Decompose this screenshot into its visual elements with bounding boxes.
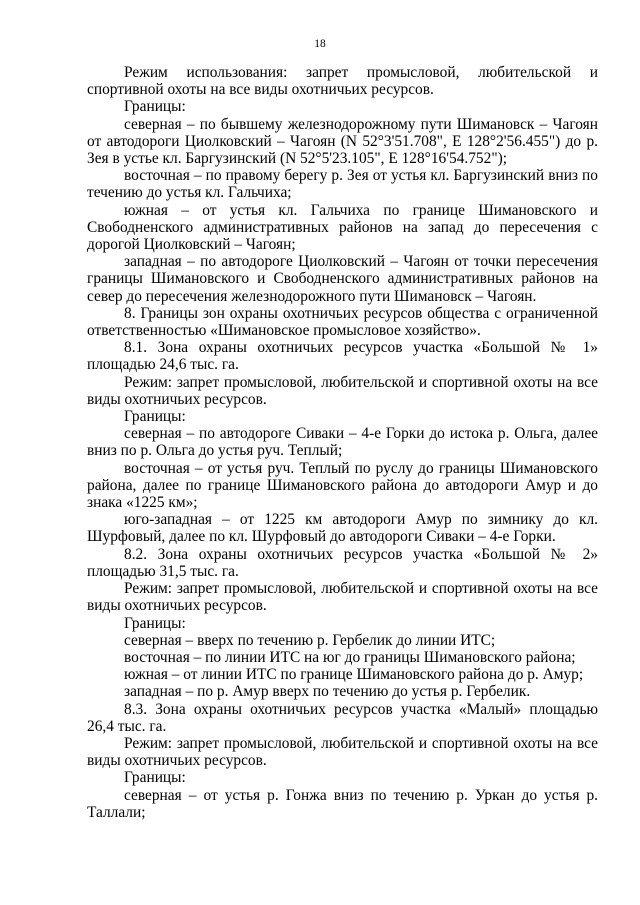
paragraph-south-boundary: южная – от устья кл. Гальчиха по границе Шимановского и Свободненского административных районов на запад до пересечения с дорогой Циолковский – Чагоян; bbox=[87, 201, 598, 254]
paragraph-boundaries-heading-8-1: Границы: bbox=[124, 408, 186, 426]
paragraph-boundaries-heading: Границы: bbox=[124, 98, 186, 116]
paragraph-north-boundary-8-2: северная – вверх по течению р. Гербелик до линии ИТС; bbox=[124, 631, 496, 649]
paragraph-usage-regime: Режим использования: запрет промысловой, любительской и спортивной охоты на все виды охотничьих ресурсов. bbox=[87, 64, 598, 99]
paragraph-east-boundary: восточная – по правому берегу р. Зея от устья кл. Баргузинский вниз по течению до устья кл. Гальчиха; bbox=[87, 167, 598, 202]
document-body bbox=[87, 64, 598, 821]
paragraph-west-boundary: западная – по автодороге Циолковский – Чагоян от точки пересечения границы Шимановского и Свободненского административных районов на север до пересечения железнодорожного пути Шимановск – Чагоян. bbox=[87, 253, 598, 305]
paragraph-regime-8-2: Режим: запрет промысловой, любительской и спортивной охоты на все виды охотничьих ресурсов. bbox=[87, 580, 598, 615]
paragraph-east-boundary-8-2: восточная – по линии ИТС на юг до границы Шимановского района; bbox=[124, 648, 576, 666]
paragraph-section-8-3: 8.3. Зона охраны охотничьих ресурсов участка «Малый» площадью 26,4 тыс. га. bbox=[87, 700, 598, 735]
paragraph-boundaries-heading-8-3: Границы: bbox=[124, 769, 186, 787]
paragraph-section-8-1: 8.1. Зона охраны охотничьих ресурсов участка «Большой № 1» площадью 24,6 тыс. га. bbox=[87, 339, 598, 374]
paragraph-north-boundary: северная – по бывшему железнодорожному пути Шимановск – Чагоян от автодороги Циолковский – Чагоян (N 52°3'51.708", E 128°2'56.455") до р. Зея в устье кл. Баргузинский (N 52°5'23.105", E 128°16'54.752"); bbox=[87, 115, 598, 168]
paragraph-southwest-boundary-8-1: юго-западная – от 1225 км автодороги Амур по зимнику до кл. Шурфовый, далее по кл. Шурфовый до автодороги Сиваки – 4-е Горки. bbox=[87, 511, 598, 546]
paragraph-west-boundary-8-2: западная – по р. Амур вверх по течению до устья р. Гербелик. bbox=[124, 683, 531, 701]
paragraph-boundaries-heading-8-2: Границы: bbox=[124, 614, 186, 632]
paragraph-east-boundary-8-1: восточная – от устья руч. Теплый по руслу до границы Шимановского района, далее по границе Шимановского района до автодороги Амур и до знака «1225 км»; bbox=[87, 459, 598, 512]
paragraph-section-8-2: 8.2. Зона охраны охотничьих ресурсов участка «Большой № 2» площадью 31,5 тыс. га. bbox=[87, 545, 598, 580]
paragraph-south-boundary-8-2: южная – от линии ИТС по границе Шимановского района до р. Амур; bbox=[124, 666, 584, 684]
paragraph-north-boundary-8-3: северная – от устья р. Гонжа вниз по течению р. Уркан до устья р. Таллали; bbox=[87, 786, 598, 821]
paragraph-regime-8-1: Режим: запрет промысловой, любительской и спортивной охоты на все виды охотничьих ресурсов. bbox=[87, 373, 598, 408]
paragraph-north-boundary-8-1: северная – по автодороге Сиваки – 4-е Горки до истока р. Ольга, далее вниз по р. Ольга до устья руч. Теплый; bbox=[87, 425, 598, 460]
paragraph-section-8: 8. Границы зон охраны охотничьих ресурсов общества с ограниченной ответственностью «Шимановское промысловое хозяйство». bbox=[87, 304, 598, 340]
page-number: 18 bbox=[314, 38, 326, 50]
paragraph-regime-8-3: Режим: запрет промысловой, любительской и спортивной охоты на все виды охотничьих ресурсов. bbox=[87, 734, 598, 770]
